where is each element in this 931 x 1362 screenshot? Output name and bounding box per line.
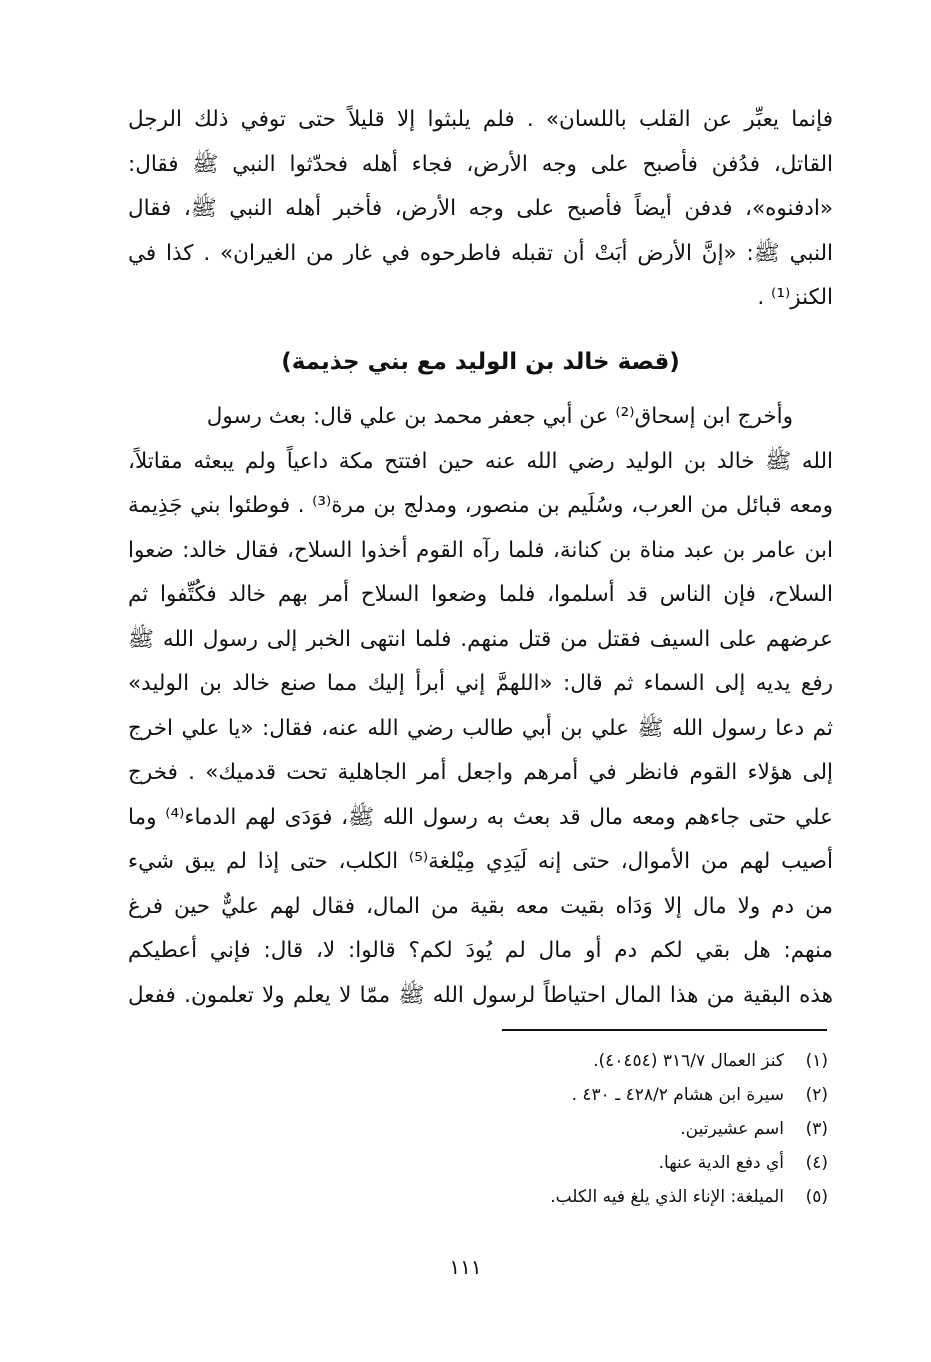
- text-line: من دم ولا مال إلا وَدَاه بقيت معه بقية من المال، فقال لهم عليٌّ حين فرغ: [128, 893, 833, 919]
- footnote: [408, 1180, 828, 1214]
- footnote-text: اسم عشيرتين.: [680, 1119, 784, 1139]
- footnote-text: أي دفع الدية عنها.: [658, 1153, 784, 1173]
- footnote: [408, 1112, 828, 1146]
- footnote-divider: [502, 1029, 827, 1031]
- text-line: القاتل، فدُفن فأصبح على وجه الأرض، فجاء أهله فحدّثوا النبي ﷺ فقال:: [128, 151, 833, 177]
- section-heading: (قصة خالد بن الوليد مع بني جذيمة): [281, 349, 680, 375]
- footnote-text: سيرة ابن هشام ٤٢٨/٢ ـ ٤٣٠ .: [571, 1085, 784, 1105]
- paragraph-story-end: [128, 98, 833, 321]
- footnote: [408, 1044, 828, 1078]
- text-line: الكنز⁽¹⁾ .: [757, 285, 833, 310]
- footnote-number: (٣): [805, 1119, 828, 1139]
- footnote: [408, 1146, 828, 1180]
- text-line: وأخرج ابن إسحاق⁽²⁾ عن أبي جعفر محمد بن علي قال: بعث رسول: [206, 404, 793, 429]
- footnote-number: (٢): [805, 1085, 828, 1105]
- text-line: النبي ﷺ: «إنَّ الأرض أبَتْ أن تقبله فاطرحوه في غار من الغيران» . كذا في: [128, 240, 833, 266]
- text-line: علي حتى جاءهم ومعه مال قد بعث به رسول الله ﷺ، فوَدَى لهم الدماء⁽⁴⁾ وما: [128, 804, 833, 830]
- paragraph-khalid-story: [128, 395, 833, 1018]
- text-line: أصيب لهم من الأموال، حتى إنه لَيَدِي مِيْلغة⁽⁵⁾ الكلب، حتى إذا لم يبق شيء: [128, 849, 833, 874]
- text-line: منهم: هل بقي لكم دم أو مال لم يُودَ لكم؟ قالوا: لا، قال: فإني أعطيكم: [128, 938, 833, 963]
- page-number: ١١١: [449, 1255, 482, 1279]
- footnotes: [408, 1044, 828, 1214]
- footnote: [408, 1078, 828, 1112]
- text-line: هذه البقية من هذا المال احتياطاً لرسول الله ﷺ ممّا لا يعلم ولا تعلمون. ففعل: [128, 982, 833, 1008]
- footnote-number: (٥): [805, 1187, 828, 1207]
- footnote-number: (١): [805, 1051, 828, 1071]
- text-line: فإنما يعبِّر عن القلب باللسان» . فلم يلبثوا إلا قليلاً حتى توفي ذلك الرجل: [128, 107, 833, 132]
- footnote-number: (٤): [805, 1153, 828, 1173]
- text-line: ثم دعا رسول الله ﷺ علي بن أبي طالب رضي الله عنه، فقال: «يا علي اخرج: [128, 715, 833, 741]
- text-line: ومعه قبائل من العرب، وسُلَيم بن منصور، ومدلج بن مرة⁽³⁾ . فوطئوا بني جَذِيمة: [128, 493, 833, 518]
- text-line: «ادفنوه»، فدفن أيضاً فأصبح على وجه الأرض، فأخبر أهله النبي ﷺ، فقال: [128, 196, 833, 221]
- footnote-text: كنز العمال ٣١٦/٧ (٤٠٤٥٤).: [593, 1051, 784, 1071]
- text-line: السلاح، فإن الناس قد أسلموا، فلما وضعوا السلاح أمر بهم خالد فكُتِّفوا ثم: [128, 582, 833, 607]
- text-line: الله ﷺ خالد بن الوليد رضي الله عنه حين افتتح مكة داعياً ولم يبعثه مقاتلاً،: [128, 448, 833, 474]
- footnote-text: الميلغة: الإناء الذي يلغ فيه الكلب.: [550, 1187, 784, 1207]
- text-line: ابن عامر بن عبد مناة بن كنانة، فلما رآه القوم أخذوا السلاح، فقال خالد: ضعوا: [128, 537, 833, 563]
- text-line: عرضهم على السيف فقتل من قتل منهم. فلما انتهى الخبر إلى رسول الله ﷺ: [128, 626, 833, 652]
- text-line: رفع يديه إلى السماء ثم قال: «اللهمَّ إني أبرأ إليك مما صنع خالد بن الوليد»: [128, 671, 833, 696]
- text-line: إلى هؤلاء القوم فانظر في أمرهم واجعل أمر الجاهلية تحت قدميك» . فخرج: [128, 760, 833, 785]
